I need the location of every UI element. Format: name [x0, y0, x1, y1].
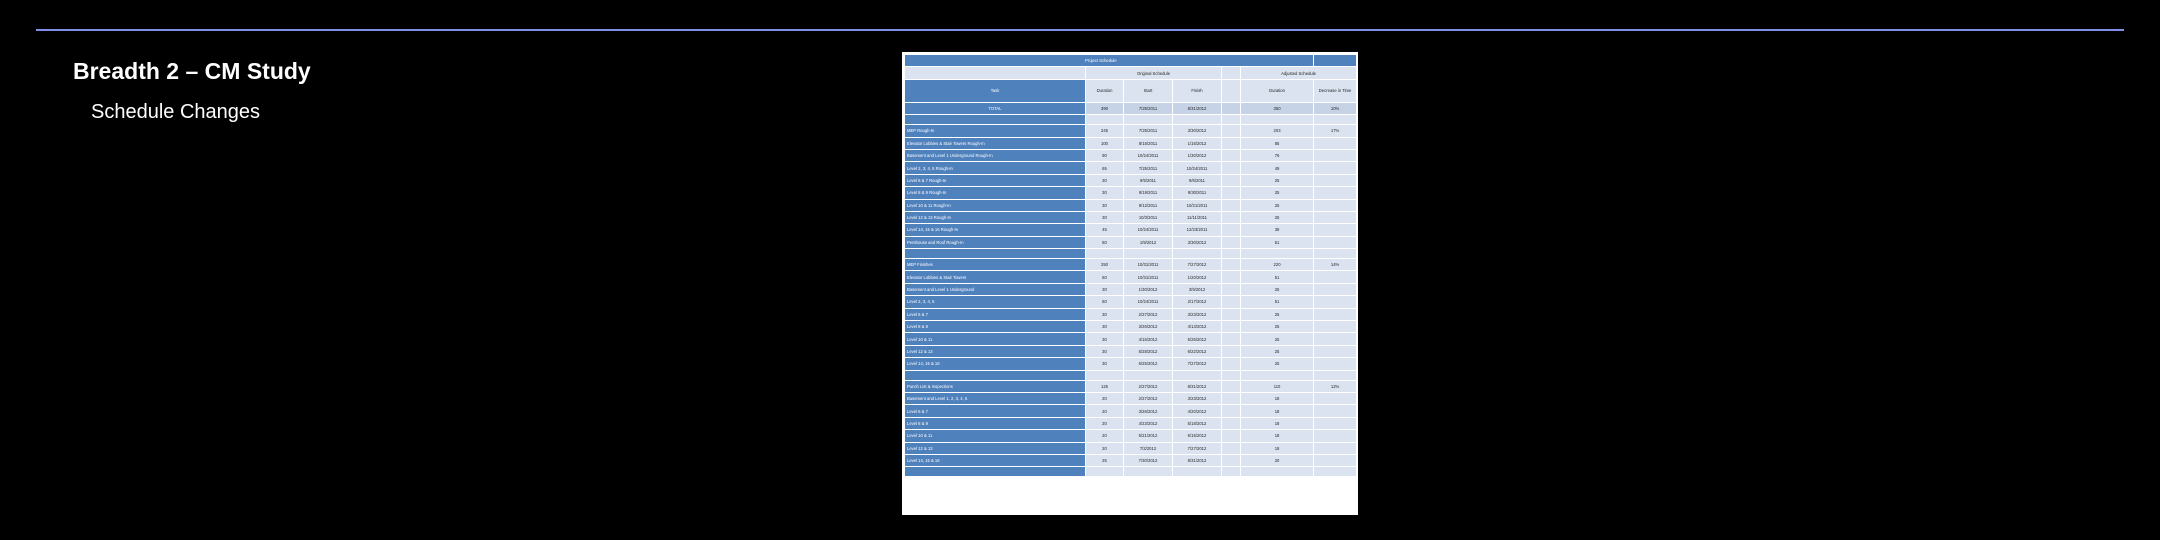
table-row — [905, 236, 1357, 248]
table-row — [905, 392, 1357, 404]
start-date-cell: 2/27/2012 — [1124, 392, 1173, 404]
finish-date-cell: 10/21/2011 — [1173, 199, 1222, 211]
start-date-cell: 9/12/2011 — [1124, 199, 1173, 211]
adjusted-duration-cell: 76 — [1241, 149, 1314, 161]
decrease-cell — [1314, 333, 1357, 345]
task-name-cell: Level 14, 15 & 16 — [905, 454, 1086, 466]
table-title-row — [905, 55, 1357, 67]
finish-date-cell: 4/20/2012 — [1173, 405, 1222, 417]
decrease-cell — [1314, 137, 1357, 149]
duration-cell: 30 — [1086, 321, 1124, 333]
finish-date-cell: 3/9/2012 — [1173, 283, 1222, 295]
decrease-cell — [1314, 236, 1357, 248]
decrease-cell — [1314, 211, 1357, 223]
task-name-cell: Level 2, 3, 4, 5 — [905, 296, 1086, 308]
decrease-cell — [1314, 454, 1357, 466]
task-name-cell: Level 12 & 13 — [905, 442, 1086, 454]
decrease-cell: 12% — [1314, 380, 1357, 392]
duration-cell: 30 — [1086, 187, 1124, 199]
decrease-cell — [1314, 308, 1357, 320]
start-date-cell: 9/5/2011 — [1124, 174, 1173, 186]
task-name-cell: Elevator Lobbies & Stair Towers Rough-In — [905, 137, 1086, 149]
start-date-cell: 7/25/2011 — [1124, 162, 1173, 174]
decrease-cell — [1314, 187, 1357, 199]
duration-cell: 30 — [1086, 308, 1124, 320]
decrease-cell — [1314, 174, 1357, 186]
total-row — [905, 102, 1357, 114]
task-name-cell: Basement and Level 1 Underground — [905, 283, 1086, 295]
start-date-cell: 3/26/2012 — [1124, 405, 1173, 417]
decrease-cell — [1314, 430, 1357, 442]
finish-date-cell: 4/13/2012 — [1173, 321, 1222, 333]
adjusted-duration-cell: 18 — [1241, 417, 1314, 429]
duration-cell: 60 — [1086, 296, 1124, 308]
duration-cell: 30 — [1086, 345, 1124, 357]
task-name-cell: Level 10 & 11 — [905, 333, 1086, 345]
duration-cell: 250 — [1086, 259, 1124, 271]
finish-date-cell: 1/20/2012 — [1173, 271, 1222, 283]
finish-date-cell: 7/27/2012 — [1173, 358, 1222, 370]
start-date-cell: 1/9/2012 — [1124, 236, 1173, 248]
decrease-cell — [1314, 283, 1357, 295]
finish-date-cell: 10/24/2011 — [1173, 162, 1222, 174]
finish-date-cell: 8/31/2012 — [1173, 454, 1222, 466]
adjusted-duration-cell: 25 — [1241, 174, 1314, 186]
start-date-cell: 4/23/2012 — [1124, 417, 1173, 429]
total-label: TOTAL — [905, 102, 1086, 114]
decrease-cell — [1314, 358, 1357, 370]
start-column-header: Start — [1124, 79, 1173, 102]
table-row — [905, 162, 1357, 174]
finish-date-cell: 3/30/2012 — [1173, 236, 1222, 248]
task-name-cell: Level 8 & 9 — [905, 321, 1086, 333]
duration-cell: 30 — [1086, 174, 1124, 186]
finish-date-cell: 11/11/2011 — [1173, 211, 1222, 223]
project-schedule-table — [904, 54, 1357, 477]
finish-date-cell: 2/17/2012 — [1173, 296, 1222, 308]
finish-date-cell: 8/31/2012 — [1173, 380, 1222, 392]
start-date-cell: 5/28/2012 — [1124, 345, 1173, 357]
table-row — [905, 174, 1357, 186]
decrease-cell — [1314, 271, 1357, 283]
finish-column-header: Finish — [1173, 79, 1222, 102]
task-column-header: Task — [905, 79, 1086, 102]
table-row — [905, 405, 1357, 417]
decrease-cell — [1314, 296, 1357, 308]
table-row — [905, 333, 1357, 345]
table-row — [905, 199, 1357, 211]
duration-cell: 30 — [1086, 211, 1124, 223]
finish-date-cell: 5/18/2012 — [1173, 417, 1222, 429]
task-name-cell: MEP Finishes — [905, 259, 1086, 271]
table-row — [905, 187, 1357, 199]
column-header-row — [905, 79, 1357, 102]
table-row — [905, 149, 1357, 161]
duration-cell: 20 — [1086, 392, 1124, 404]
duration-cell: 30 — [1086, 333, 1124, 345]
finish-date-cell: 7/27/2012 — [1173, 259, 1222, 271]
decrease-cell — [1314, 405, 1357, 417]
finish-date-cell: 9/30/2011 — [1173, 187, 1222, 199]
start-date-cell: 7/30/2012 — [1124, 454, 1173, 466]
slide-title: Breadth 2 – CM Study — [73, 58, 311, 84]
spacer-row — [905, 115, 1357, 125]
start-date-cell: 7/25/2011 — [1124, 125, 1173, 137]
adjusted-duration-cell: 25 — [1241, 333, 1314, 345]
duration-cell: 25 — [1086, 454, 1124, 466]
table-row — [905, 224, 1357, 236]
duration-cell: 45 — [1086, 224, 1124, 236]
table-row — [905, 358, 1357, 370]
decrease-cell: 14% — [1314, 259, 1357, 271]
duration-cell: 20 — [1086, 442, 1124, 454]
task-name-cell: Level 10 & 11 — [905, 430, 1086, 442]
section-summary-row — [905, 380, 1357, 392]
duration-cell: 20 — [1086, 430, 1124, 442]
slide-subtitle: Schedule Changes — [91, 101, 261, 123]
finish-date-cell: 3/23/2012 — [1173, 392, 1222, 404]
table-row — [905, 296, 1357, 308]
table-title: Project Schedule — [905, 55, 1314, 67]
task-name-cell: Level 6 & 7 Rough-In — [905, 174, 1086, 186]
total-decrease: 10% — [1314, 102, 1357, 114]
decrease-cell — [1314, 345, 1357, 357]
spacer-row — [905, 467, 1357, 477]
adjusted-duration-cell: 20 — [1241, 454, 1314, 466]
adjusted-duration-cell: 18 — [1241, 430, 1314, 442]
table-row — [905, 308, 1357, 320]
spacer-row — [905, 370, 1357, 380]
section-summary-row — [905, 125, 1357, 137]
adjusted-duration-cell: 25 — [1241, 321, 1314, 333]
table-row — [905, 283, 1357, 295]
adjusted-duration-cell: 220 — [1241, 259, 1314, 271]
decrease-cell — [1314, 149, 1357, 161]
table-row — [905, 454, 1357, 466]
task-name-cell: Basement and Level 1, 2, 3, 4, 5 — [905, 392, 1086, 404]
duration-cell: 125 — [1086, 380, 1124, 392]
start-date-cell: 3/26/2012 — [1124, 321, 1173, 333]
total-start: 7/25/2011 — [1124, 102, 1173, 114]
finish-date-cell: 6/22/2012 — [1173, 345, 1222, 357]
duration-cell: 90 — [1086, 149, 1124, 161]
duration-cell: 20 — [1086, 417, 1124, 429]
start-date-cell: 10/31/2011 — [1124, 259, 1173, 271]
title-divider-line — [36, 29, 2124, 31]
adjusted-duration-cell: 25 — [1241, 199, 1314, 211]
adjusted-duration-cell: 110 — [1241, 380, 1314, 392]
adjusted-duration-cell: 49 — [1241, 162, 1314, 174]
table-row — [905, 417, 1357, 429]
duration-cell: 30 — [1086, 358, 1124, 370]
start-date-cell: 1/30/2012 — [1124, 283, 1173, 295]
adjusted-duration-cell: 18 — [1241, 392, 1314, 404]
decrease-cell — [1314, 417, 1357, 429]
decrease-cell — [1314, 199, 1357, 211]
finish-date-cell: 3/23/2012 — [1173, 308, 1222, 320]
start-date-cell: 5/21/2012 — [1124, 430, 1173, 442]
finish-date-cell: 1/16/2012 — [1173, 137, 1222, 149]
task-name-cell: Level 8 & 9 Rough-In — [905, 187, 1086, 199]
adjusted-schedule-header: Adjusted Schedule — [1241, 67, 1357, 79]
finish-date-cell: 12/23/2011 — [1173, 224, 1222, 236]
decrease-cell — [1314, 224, 1357, 236]
start-date-cell: 10/31/2011 — [1124, 271, 1173, 283]
task-name-cell: Level 6 & 7 — [905, 308, 1086, 320]
start-date-cell: 4/16/2012 — [1124, 333, 1173, 345]
decrease-cell — [1314, 442, 1357, 454]
adjusted-duration-cell: 203 — [1241, 125, 1314, 137]
start-date-cell: 10/3/2011 — [1124, 211, 1173, 223]
duration-cell: 20 — [1086, 405, 1124, 417]
duration-cell: 30 — [1086, 283, 1124, 295]
adjusted-duration-column-header: Duration — [1241, 79, 1314, 102]
decrease-cell: 17% — [1314, 125, 1357, 137]
start-date-cell: 10/24/2011 — [1124, 224, 1173, 236]
start-date-cell: 9/19/2011 — [1124, 187, 1173, 199]
total-finish: 8/31/2012 — [1173, 102, 1222, 114]
decrease-cell — [1314, 162, 1357, 174]
schedule-table-image — [902, 52, 1358, 515]
duration-cell: 60 — [1086, 271, 1124, 283]
finish-date-cell: 5/25/2012 — [1173, 333, 1222, 345]
duration-cell: 245 — [1086, 125, 1124, 137]
table-row — [905, 442, 1357, 454]
adjusted-duration-cell: 25 — [1241, 358, 1314, 370]
start-date-cell: 2/27/2012 — [1124, 380, 1173, 392]
total-duration: 390 — [1086, 102, 1124, 114]
task-name-cell: Penthouse and Roof Rough-In — [905, 236, 1086, 248]
task-name-cell: Level 14, 15 & 16 — [905, 358, 1086, 370]
decrease-column-header: Decrease in Time — [1314, 79, 1357, 102]
table-row — [905, 321, 1357, 333]
task-name-cell: Level 10 & 11 Rough-In — [905, 199, 1086, 211]
spacer-row — [905, 249, 1357, 259]
start-date-cell: 8/15/2011 — [1124, 137, 1173, 149]
table-row — [905, 211, 1357, 223]
start-date-cell: 10/24/2011 — [1124, 296, 1173, 308]
task-name-cell: Level 12 & 13 Rough-In — [905, 211, 1086, 223]
task-name-cell: Punch List & Inspections — [905, 380, 1086, 392]
task-name-cell: Basement and Level 1 Underground Rough-In — [905, 149, 1086, 161]
task-name-cell: Level 12 & 13 — [905, 345, 1086, 357]
finish-date-cell: 6/15/2012 — [1173, 430, 1222, 442]
adjusted-duration-cell: 18 — [1241, 442, 1314, 454]
decrease-cell — [1314, 392, 1357, 404]
adjusted-duration-cell: 25 — [1241, 187, 1314, 199]
adjusted-duration-cell: 18 — [1241, 405, 1314, 417]
total-adjusted-duration: 350 — [1241, 102, 1314, 114]
start-date-cell: 10/24/2011 — [1124, 149, 1173, 161]
adjusted-duration-cell: 51 — [1241, 296, 1314, 308]
start-date-cell: 2/27/2012 — [1124, 308, 1173, 320]
adjusted-duration-cell: 38 — [1241, 224, 1314, 236]
group-header-row — [905, 67, 1357, 79]
finish-date-cell: 9/6/2011 — [1173, 174, 1222, 186]
table-row — [905, 137, 1357, 149]
task-name-cell: Elevator Lobbies & Stair Towers — [905, 271, 1086, 283]
task-name-cell: MEP Rough-In — [905, 125, 1086, 137]
finish-date-cell: 1/30/2012 — [1173, 149, 1222, 161]
decrease-cell — [1314, 321, 1357, 333]
task-name-cell: Level 8 & 9 — [905, 417, 1086, 429]
adjusted-duration-cell: 25 — [1241, 308, 1314, 320]
adjusted-duration-cell: 51 — [1241, 271, 1314, 283]
adjusted-duration-cell: 25 — [1241, 345, 1314, 357]
table-row — [905, 430, 1357, 442]
table-row — [905, 345, 1357, 357]
duration-column-header: Duration — [1086, 79, 1124, 102]
task-name-cell: Level 14, 15 & 16 Rough-In — [905, 224, 1086, 236]
table-row — [905, 271, 1357, 283]
duration-cell: 30 — [1086, 199, 1124, 211]
duration-cell: 65 — [1086, 162, 1124, 174]
adjusted-duration-cell: 51 — [1241, 236, 1314, 248]
task-name-cell: Level 6 & 7 — [905, 405, 1086, 417]
finish-date-cell: 3/30/2012 — [1173, 125, 1222, 137]
start-date-cell: 6/25/2012 — [1124, 358, 1173, 370]
duration-cell: 100 — [1086, 137, 1124, 149]
adjusted-duration-cell: 85 — [1241, 137, 1314, 149]
section-summary-row — [905, 259, 1357, 271]
finish-date-cell: 7/27/2012 — [1173, 442, 1222, 454]
original-schedule-header: Original Schedule — [1086, 67, 1222, 79]
start-date-cell: 7/2/2012 — [1124, 442, 1173, 454]
adjusted-duration-cell: 25 — [1241, 211, 1314, 223]
duration-cell: 60 — [1086, 236, 1124, 248]
adjusted-duration-cell: 25 — [1241, 283, 1314, 295]
task-name-cell: Level 2, 3, 4, 5 Rough-In — [905, 162, 1086, 174]
